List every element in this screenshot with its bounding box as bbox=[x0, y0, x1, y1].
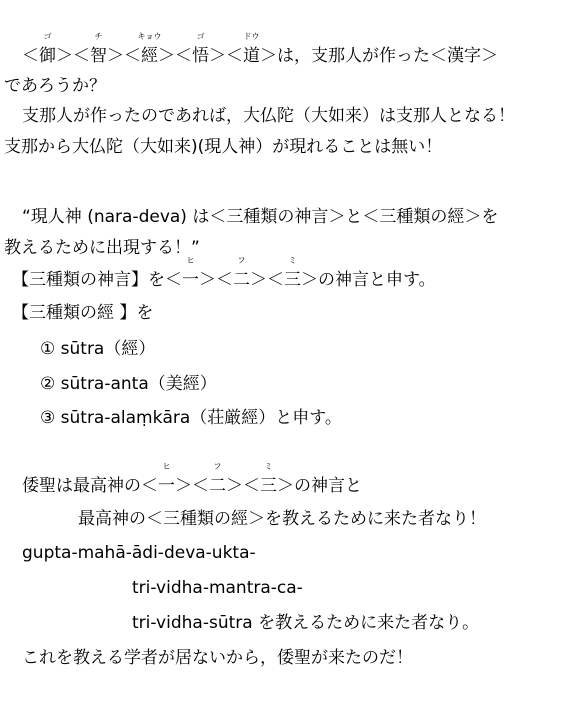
furigana: ゴ bbox=[43, 32, 52, 41]
kanji: 一 bbox=[158, 476, 175, 496]
ruby-kanji bbox=[158, 462, 175, 498]
furigana: ミ bbox=[264, 462, 273, 471]
list-item-1: ① sūtra（經） bbox=[40, 339, 156, 359]
p3-line4: tri-vidha-mantra-ca- bbox=[132, 578, 303, 598]
p3-line5: tri-vidha-sūtra を教えるために来た者なり。 bbox=[132, 613, 480, 633]
line-tail: ＞は，支那人が作った＜漢字＞ bbox=[260, 46, 498, 66]
kanji: 經 bbox=[141, 46, 158, 66]
ruby-kanji bbox=[182, 256, 199, 292]
bracket: ＞＜ bbox=[158, 46, 192, 66]
kanji: 悟 bbox=[192, 46, 209, 66]
p3-line1 bbox=[22, 462, 362, 498]
bracket: ＞＜ bbox=[175, 476, 209, 496]
furigana: フ bbox=[237, 256, 246, 265]
ruby-kanji bbox=[90, 32, 107, 68]
furigana: ゴ bbox=[196, 32, 205, 41]
kanji: 道 bbox=[243, 46, 260, 66]
bracket: ＞＜ bbox=[199, 270, 233, 290]
line-text: ＞の神言と申す。 bbox=[301, 270, 436, 290]
p1-line2: であろうか？ bbox=[4, 76, 106, 96]
line-text: 【三種類の神言】を＜ bbox=[12, 270, 182, 290]
ruby-kanji bbox=[39, 32, 56, 68]
ruby-kanji bbox=[209, 462, 226, 498]
ruby-kanji bbox=[284, 256, 301, 292]
ruby-kanji bbox=[137, 32, 162, 68]
p1-line1 bbox=[22, 32, 498, 68]
furigana: ミ bbox=[288, 256, 297, 265]
ruby-kanji bbox=[233, 256, 250, 292]
p3-line2: 最高神の＜三種類の經＞を教えるために来た者なり！ bbox=[78, 509, 486, 529]
kanji: 智 bbox=[90, 46, 107, 66]
kanji: 二 bbox=[233, 270, 250, 290]
list-item-3: ③ sūtra-alaṃkāra（荘厳經）と申す。 bbox=[40, 408, 342, 428]
kanji: 三 bbox=[260, 476, 277, 496]
furigana: フ bbox=[213, 462, 222, 471]
p2-line2: 教えるために出現する！” bbox=[4, 238, 200, 258]
furigana: ヒ bbox=[186, 256, 195, 265]
kanji: 御 bbox=[39, 46, 56, 66]
p3-line6: これを教える学者が居ないから，倭聖が来たのだ！ bbox=[22, 648, 413, 668]
furigana: キョウ bbox=[137, 32, 162, 41]
bracket: ＞＜ bbox=[250, 270, 284, 290]
furigana: ドウ bbox=[243, 32, 260, 41]
p3-line3: gupta-mahā-ādi-deva-ukta- bbox=[22, 543, 256, 563]
line-text: ＞の神言と bbox=[277, 476, 362, 496]
line-text: 倭聖は最高神の＜ bbox=[22, 476, 158, 496]
p2-line4: 【三種類の經 】を bbox=[12, 303, 154, 323]
ruby-kanji bbox=[243, 32, 260, 68]
kanji: 一 bbox=[182, 270, 199, 290]
p2-line1: “現人神 (nara-deva) は＜三種類の神言＞と＜三種類の經＞を bbox=[22, 207, 499, 227]
bracket: ＞＜ bbox=[107, 46, 141, 66]
bracket: ＞＜ bbox=[226, 476, 260, 496]
kanji: 三 bbox=[284, 270, 301, 290]
bracket: ＞＜ bbox=[209, 46, 243, 66]
ruby-kanji bbox=[260, 462, 277, 498]
bracket: ＜ bbox=[22, 46, 39, 66]
list-item-2: ② sūtra-anta（美經） bbox=[40, 374, 217, 394]
ruby-kanji bbox=[192, 32, 209, 68]
bracket: ＞＜ bbox=[56, 46, 90, 66]
furigana: チ bbox=[94, 32, 103, 41]
p1-line4: 支那から大仏陀（大如来)(現人神）が現れることは無い！ bbox=[4, 137, 443, 157]
p1-line3: 支那人が作ったのであれば，大仏陀（大如来）は支那人となる！ bbox=[22, 106, 515, 126]
furigana: ヒ bbox=[162, 462, 171, 471]
p2-line3 bbox=[12, 256, 436, 292]
kanji: 二 bbox=[209, 476, 226, 496]
